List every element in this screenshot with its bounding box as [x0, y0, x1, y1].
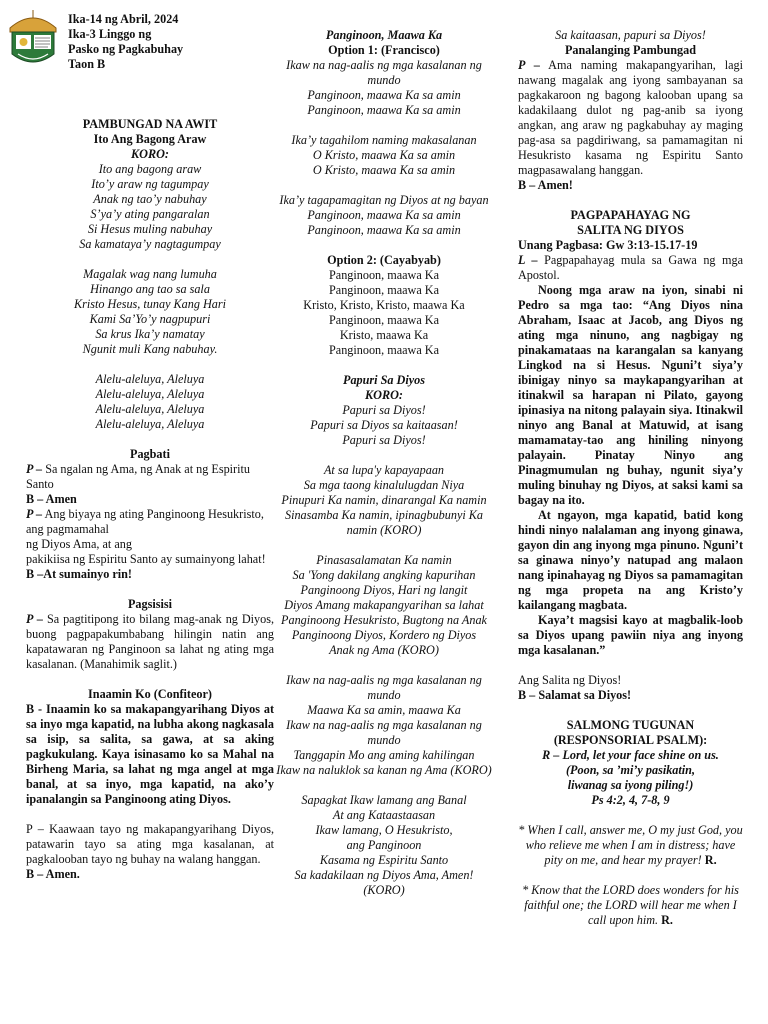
- gloria-title: Papuri Sa Diyos: [343, 373, 425, 387]
- lyric-line: Panginoong Diyos, Hari ng langit: [300, 583, 468, 597]
- year-cycle-line: Taon B: [68, 57, 106, 71]
- lyric-line: Magalak wag nang lumuha: [83, 267, 217, 281]
- lyric-line: (KORO): [363, 883, 405, 897]
- lyric-line: Ikaw na nag-aalis ng mga kasalanan ng mundo: [286, 718, 482, 747]
- lyric-line: Maawa Ka sa amin, maawa Ka: [307, 703, 461, 717]
- season-line: Pasko ng Pagkabuhay: [68, 42, 184, 56]
- lyric-line: Sapagkat Ikaw lamang ang Banal: [301, 793, 467, 807]
- column-3: [518, 0, 743, 928]
- entrance-song-title: PAMBUNGAD NA AWIT: [82, 117, 218, 131]
- lyric-line: Ikaw na naluklok sa kanan ng Ama (KORO): [276, 763, 492, 777]
- entrance-song-name: Ito Ang Bagong Araw: [93, 132, 207, 146]
- koro-label: KORO:: [131, 147, 169, 161]
- lyric-line: Alelu-aleluya, Aleluya: [95, 387, 205, 401]
- lyric-line: Kristo Hesus, tunay Kang Hari: [73, 297, 227, 311]
- lyric-line: Anak ng Ama (KORO): [329, 643, 439, 657]
- lyric-line: Panginoon, maawa Ka: [329, 268, 439, 282]
- lyric-line: Sa 'Yong dakilang angking kapurihan: [292, 568, 476, 582]
- lyric-line: Ikaw na nag-aalis ng mga kasalanan ng mundo: [286, 673, 482, 702]
- lyric-line: Ikaw na nag-aalis ng mga kasalanan ng mundo: [286, 58, 482, 87]
- gloria-stanza-3: [274, 673, 494, 778]
- reading-paragraph-1: Noong mga araw na iyon, sinabi ni Pedro sa mga tao: “Ang Diyos nina Abraham, Isaac at Jacob, ang Diyos ng ating mga ninuno, ang nagbigay ng pinakamataas na karangalan sa kanyang Lingkod na si Hesus. Nguni’t siya’y ibinigay ninyo sa maykapangyarihan at itinakwil sa harapan ni Pilato, gayong ipinasiya na nitong palayain siya. Itinakwil ninyo ang Banal at Matuwid, at isang mamamatay-tao ang hiniling ninyong palayain. Pinatay Ninyo ang Pinagmumulan ng buhay, ngunit siya’y muling binuhay ng Diyos, at saksi kami sa bagay na ito.: [518, 283, 743, 507]
- reading-intro: L – Pagpapahayag mula sa Gawa ng mga Apostol.: [518, 253, 743, 282]
- psalm-title-2: (RESPONSORIAL PSALM):: [553, 733, 708, 747]
- lyric-line: Panginoong Hesukristo, Bugtong na Anak: [281, 613, 487, 627]
- lyric-line: At sa lupa'y kapayapaan: [323, 463, 445, 477]
- lyric-line: Diyos Amang makapangyarihan sa lahat: [284, 598, 484, 612]
- lyric-line: Pinupuri Ka namin, dinarangal Ka namin: [281, 493, 487, 507]
- first-reading-label: Unang Pagbasa: Gw 3:13-15.17-19: [518, 238, 698, 252]
- lyric-line: O Kristo, maawa Ka sa amin: [312, 148, 456, 162]
- lyric-line: S’ya’y ating pangaralan: [90, 207, 210, 221]
- lyric-line: Ika’y tagahilom naming makasalanan: [291, 133, 477, 147]
- reading-paragraph-2: At ngayon, mga kapatid, batid kong hindi ninyo nalalaman ang inyong ginawa, gayon din ang inyong mga pinuno. Nguni’t sa ginawa ninyo’y natupad ang malaon nang ipinahayag ng Diyos sa pamamagitan ng mga propeta na ang Kristo’y kailangang magbata.: [518, 508, 743, 612]
- psalm-title-1: SALMONG TUGUNAN: [566, 718, 695, 732]
- lyric-line: Panginoon, maawa Ka sa amin: [307, 103, 461, 117]
- column-1: [26, 0, 274, 882]
- column-2: [274, 0, 494, 898]
- lyric-line: Ito ang bagong araw: [98, 162, 202, 176]
- gloria-stanza-4: [274, 793, 494, 898]
- kyrie-option-2: [274, 268, 494, 358]
- gloria-koro-label: KORO:: [365, 388, 403, 402]
- greeting-response-2: B –At sumainyo rin!: [26, 567, 132, 581]
- lyric-line: Sinasamba Ka namin, ipinagbubunyi Ka namin (KORO): [284, 508, 484, 537]
- lyric-line: Ika’y tagapamagitan ng Diyos at ng bayan: [279, 193, 489, 207]
- lyric-line: Kristo, Kristo, Kristo, maawa Ka: [303, 298, 465, 312]
- psalm-response-tagalog-1: (Poon, sa ’mi’y pasikatin,: [566, 763, 695, 777]
- psalm-verse-2: * Know that the LORD does wonders for his faithful one; the LORD will hear me when I call upon him. R.: [522, 883, 739, 927]
- reading-response: B – Salamat sa Diyos!: [518, 688, 632, 702]
- date-line: Ika-14 ng Abril, 2024: [68, 12, 179, 26]
- gloria-stanza-1: [274, 463, 494, 538]
- lyric-line: Panginoon, maawa Ka sa amin: [307, 208, 461, 222]
- entrance-verse-2: [26, 267, 274, 357]
- lyric-line: Panginoon, maawa Ka: [329, 313, 439, 327]
- lyric-line: Ito’y araw ng tagumpay: [91, 177, 209, 191]
- lyric-line: Panginoong Diyos, Kordero ng Diyos: [291, 628, 477, 642]
- kyrie-option-1-stanza-3: [274, 193, 494, 238]
- entrance-verse-1: [26, 162, 274, 252]
- confiteor-text: B - Inaamin ko sa makapangyarihang Diyos at sa inyo mga kapatid, na lubha akong nagkasala sa isip, sa salita, sa gawa, at sa aking pagkukulang. Kaya isinasamo ko sa Mahal na Birheng Maria, sa lahat ng mga angel at mga banal, at sa inyo, mga kapatid, na ako’y ipanalangin sa Panginoong ating Diyos.: [26, 702, 274, 806]
- liturgy-word-title-2: SALITA NG DIYOS: [577, 223, 684, 237]
- greeting-priest-2b: ng Diyos Ama, at ang: [26, 537, 132, 551]
- lyric-line: Panginoon, maawa Ka: [329, 343, 439, 357]
- lyric-line: Ngunit muli Kang nabuhay.: [82, 342, 218, 356]
- lyric-line: Si Hesus muling nabuhay: [87, 222, 213, 236]
- lyric-line: Sa kamataya’y nagtagumpay: [79, 237, 221, 251]
- lyric-line: ang Panginoon: [346, 838, 422, 852]
- confiteor-title: Inaamin Ko (Confiteor): [88, 687, 212, 701]
- lyric-line: Papuri sa Diyos sa kaitaasan!: [310, 418, 458, 432]
- lyric-line: Papuri sa Diyos!: [342, 433, 426, 447]
- lyric-line: Kami Sa’Yo’y nagpupuri: [89, 312, 211, 326]
- lyric-line: Pinasasalamatan Ka namin: [316, 553, 452, 567]
- greeting-title: Pagbati: [130, 447, 170, 461]
- liturgy-word-title-1: PAGPAPAHAYAG NG: [570, 208, 691, 222]
- gloria-stanza-2: [274, 553, 494, 658]
- lyric-line: Tanggapin Mo ang aming kahilingan: [293, 748, 475, 762]
- kyrie-title: Panginoon, Maawa Ka: [325, 28, 443, 42]
- collect-amen: B – Amen!: [518, 178, 573, 192]
- entrance-verse-3: [26, 372, 274, 432]
- kyrie-option-1-stanza-1: [274, 58, 494, 118]
- absolution-amen: B – Amen.: [26, 867, 80, 881]
- penitential-text: P – Sa pagtitipong ito bilang mag-anak ng Diyos, buong pagpapakumbabang hilingin natin ang kapatawaran ng Panginoon sa lahat ng ating mga kasalanan. (Manahimik saglit.): [26, 612, 274, 671]
- lyric-line: Sa krus Ika’y namatay: [95, 327, 205, 341]
- lyric-line: Panginoon, maawa Ka: [329, 283, 439, 297]
- absolution-text: P – Kaawaan tayo ng makapangyarihang Diyos, patawarin tayo sa ating mga kasalanan, at pagkalooban tayo ng buhay na walang hanggan.: [26, 822, 274, 866]
- lyric-line: Panginoon, maawa Ka sa amin: [307, 88, 461, 102]
- psalm-response-tagalog-2: liwanag sa iyong piling!): [567, 778, 694, 792]
- gloria-refrain: [274, 403, 494, 448]
- psalm-verse-1: * When I call, answer me, O my just God, you who relieve me when I am in distress; have pity on me, and hear my prayer! R.: [518, 823, 743, 867]
- greeting-priest-1: P – Sa ngalan ng Ama, ng Anak at ng Espiritu Santo: [26, 462, 250, 491]
- kyrie-option-1-title: Option 1: (Francisco): [328, 43, 440, 57]
- lyric-line: At ang Kataastaasan: [332, 808, 436, 822]
- lyric-line: Sa kadakilaan ng Diyos Ama, Amen!: [294, 868, 474, 882]
- reading-paragraph-3: Kaya’t magsisi kayo at magbalik-loob sa Diyos upang pawiin niya ang inyong mga kasalanan.”: [518, 613, 743, 657]
- lyric-line: Kasama ng Espiritu Santo: [319, 853, 449, 867]
- collect-title: Panalanging Pambungad: [564, 43, 697, 57]
- lyric-line: Sa mga taong kinalulugdan Niya: [303, 478, 465, 492]
- greeting-priest-2: P – Ang biyaya ng ating Panginoong Hesukristo, ang pagmamahal: [26, 507, 264, 536]
- lyric-line: Anak ng tao’y nabuhay: [93, 192, 207, 206]
- psalm-response: R – Lord, let your face shine on us.: [542, 748, 719, 762]
- penitential-title: Pagsisisi: [127, 597, 173, 611]
- lyric-line: Papuri sa Diyos!: [342, 403, 426, 417]
- lyric-line: Hinango ang tao sa sala: [90, 282, 210, 296]
- greeting-priest-2c: pakikiisa ng Espiritu Santo ay sumainyong lahat!: [26, 552, 266, 566]
- collect-text: P – Ama naming makapangyarihan, lagi nawang magalak ang iyong sambayanan sa pagkakaroon ng bagong kalooban upang sa kadakilaang dulot ng pag-anib sa iyong angkan, ang araw ng pagkabuhay ay maging pag-asa sa pagdiriwang, sa pamamagitan ni Hesukristo kasama ng Espiritu Santo magpasawalang hanggan.: [518, 58, 743, 177]
- reading-closing: Ang Salita ng Diyos!: [518, 673, 622, 687]
- kyrie-option-1-stanza-2: [274, 133, 494, 178]
- greeting-response-1: B – Amen: [26, 492, 77, 506]
- lyric-line: Kristo, maawa Ka: [339, 328, 429, 342]
- lyric-line: Alelu-aleluya, Aleluya: [95, 372, 205, 386]
- lyric-line: Alelu-aleluya, Aleluya: [95, 402, 205, 416]
- psalm-reference: Ps 4:2, 4, 7-8, 9: [591, 793, 670, 807]
- lyric-line: Panginoon, maawa Ka sa amin: [307, 223, 461, 237]
- lyric-line: O Kristo, maawa Ka sa amin: [312, 163, 456, 177]
- lyric-line: Ikaw lamang, O Hesukristo,: [315, 823, 453, 837]
- week-line: Ika-3 Linggo ng: [68, 27, 152, 41]
- gloria-closing-line: Sa kaitaasan, papuri sa Diyos!: [555, 28, 706, 42]
- lyric-line: Alelu-aleluya, Aleluya: [95, 417, 205, 431]
- kyrie-option-2-title: Option 2: (Cayabyab): [327, 253, 441, 267]
